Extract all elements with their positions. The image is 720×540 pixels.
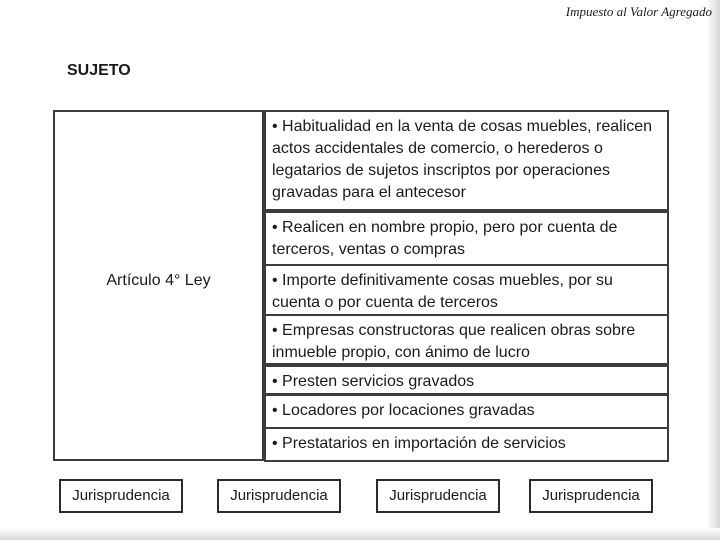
bottom-edge-shadow: [0, 528, 720, 540]
jurisprudencia-button-3[interactable]: Jurisprudencia: [376, 479, 500, 513]
list-item-servicios-gravados: • Presten servicios gravados: [264, 365, 669, 395]
list-item-empresas-constructoras: • Empresas constructoras que realicen obras sobre inmueble propio, con ánimo de lucro: [264, 314, 669, 365]
jurisprudencia-button-4[interactable]: Jurisprudencia: [529, 479, 653, 513]
list-item-habitualidad: • Habitualidad en la venta de cosas muebles, realicen actos accidentales de comercio, o herederos o legatarios de sujetos inscriptos por operaciones gravadas para el antecesor: [264, 110, 669, 211]
list-item-importe: • Importe definitivamente cosas muebles, por su cuenta o por cuenta de terceros: [264, 264, 669, 316]
list-item-locadores: • Locadores por locaciones gravadas: [264, 394, 669, 429]
header-text: Impuesto al Valor Agregado: [565, 4, 712, 19]
jurisprudencia-button-2[interactable]: Jurisprudencia: [217, 479, 341, 513]
list-item-nombre-propio: • Realicen en nombre propio, pero por cuenta de terceros, ventas o compras: [264, 211, 669, 267]
page-title: SUJETO: [67, 62, 131, 79]
jurisprudencia-button-1[interactable]: Jurisprudencia: [59, 479, 183, 513]
list-item-prestatarios: • Prestatarios en importación de servicios: [264, 427, 669, 462]
right-edge-shadow: [706, 0, 720, 540]
article-label: Artículo 4° Ley: [106, 272, 211, 289]
